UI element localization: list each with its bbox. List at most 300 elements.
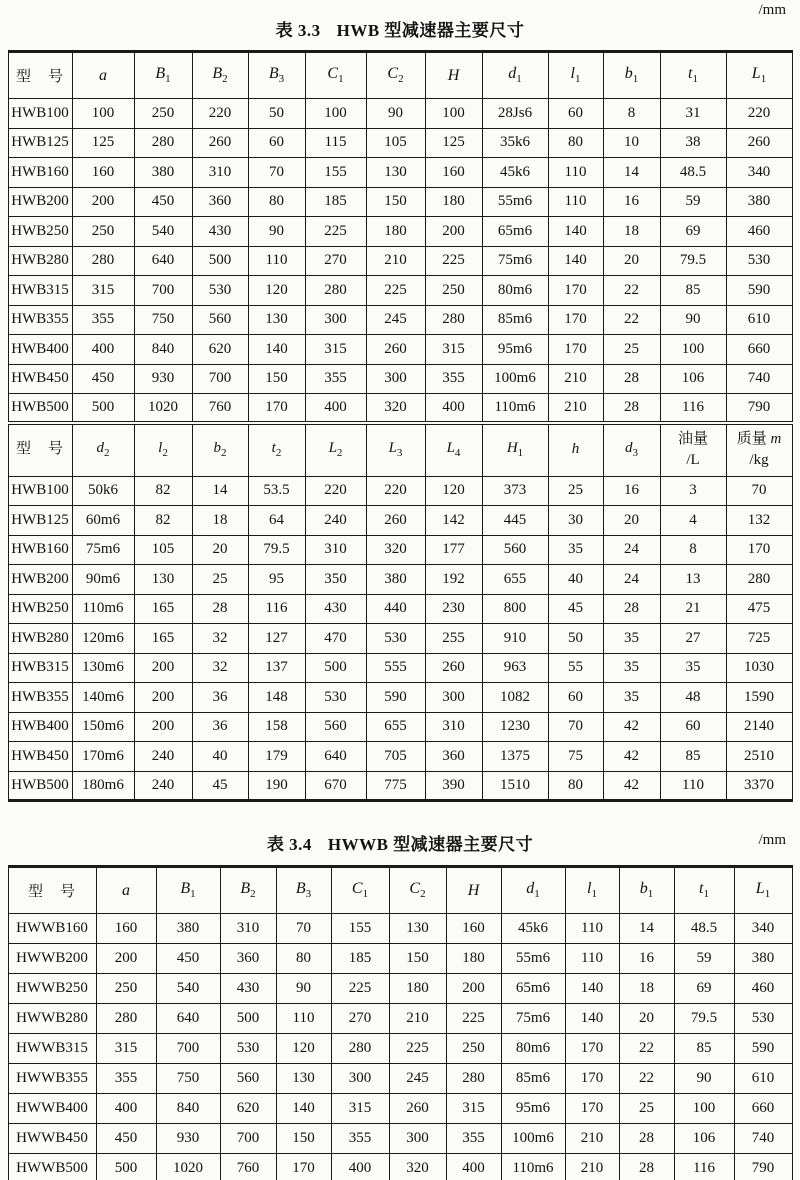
value-cell: 355 <box>425 364 482 394</box>
header-row <box>8 867 792 914</box>
column-header: $B_2$ <box>220 867 276 914</box>
value-cell: 14 <box>192 476 248 506</box>
table-row <box>8 1154 792 1180</box>
value-cell: 655 <box>366 712 425 742</box>
table-3-3-title: HWB 型减速器主要尺寸 <box>336 21 525 40</box>
table-3-3-unit-label: /mm <box>758 2 786 18</box>
value-cell: 280 <box>134 128 192 158</box>
value-cell: 85 <box>660 276 726 306</box>
value-cell: 320 <box>366 535 425 565</box>
value-cell: 530 <box>192 276 248 306</box>
table-3-4 <box>8 865 793 1180</box>
model-cell: HWB315 <box>8 276 72 306</box>
column-header: $d_1$ <box>482 52 548 99</box>
value-cell: 300 <box>305 305 366 335</box>
value-cell: 930 <box>156 1124 220 1154</box>
table-row <box>8 1004 792 1034</box>
value-cell: 100m6 <box>482 364 548 394</box>
value-cell: 130 <box>134 565 192 595</box>
value-cell: 1510 <box>482 771 548 801</box>
value-cell: 59 <box>674 944 734 974</box>
model-cell: HWB100 <box>8 476 72 506</box>
value-cell: 450 <box>156 944 220 974</box>
value-cell: 400 <box>305 394 366 424</box>
value-cell: 555 <box>366 653 425 683</box>
value-cell: 590 <box>734 1034 792 1064</box>
value-cell: 35 <box>660 653 726 683</box>
value-cell: 700 <box>220 1124 276 1154</box>
value-cell: 280 <box>72 246 134 276</box>
value-cell: 75m6 <box>482 246 548 276</box>
value-cell: 530 <box>366 624 425 654</box>
value-cell: 82 <box>134 506 192 536</box>
value-cell: 80 <box>248 187 305 217</box>
value-cell: 400 <box>72 335 134 365</box>
value-cell: 445 <box>482 506 548 536</box>
table-row <box>8 683 792 713</box>
column-header: $l_1$ <box>548 52 603 99</box>
value-cell: 225 <box>331 974 389 1004</box>
table-row <box>8 217 792 247</box>
value-cell: 21 <box>660 594 726 624</box>
value-cell: 90 <box>248 217 305 247</box>
value-cell: 530 <box>734 1004 792 1034</box>
value-cell: 177 <box>425 535 482 565</box>
table-row <box>8 1064 792 1094</box>
model-cell: HWB200 <box>8 187 72 217</box>
value-cell: 240 <box>134 742 192 772</box>
value-cell: 350 <box>305 565 366 595</box>
value-cell: 250 <box>72 217 134 247</box>
value-cell: 40 <box>548 565 603 595</box>
value-cell: 340 <box>726 158 792 188</box>
value-cell: 8 <box>603 99 660 129</box>
value-cell: 85 <box>660 742 726 772</box>
value-cell: 155 <box>331 914 389 944</box>
value-cell: 16 <box>619 944 674 974</box>
value-cell: 380 <box>734 944 792 974</box>
value-cell: 530 <box>220 1034 276 1064</box>
value-cell: 210 <box>389 1004 446 1034</box>
value-cell: 80 <box>548 771 603 801</box>
value-cell: 106 <box>674 1124 734 1154</box>
value-cell: 125 <box>72 128 134 158</box>
value-cell: 50k6 <box>72 476 134 506</box>
value-cell: 48.5 <box>674 914 734 944</box>
table-row <box>8 944 792 974</box>
value-cell: 140 <box>248 335 305 365</box>
value-cell: 355 <box>96 1064 156 1094</box>
value-cell: 45 <box>548 594 603 624</box>
value-cell: 60 <box>548 99 603 129</box>
column-header: $L_2$ <box>305 423 366 476</box>
table-row <box>8 506 792 536</box>
value-cell: 100 <box>72 99 134 129</box>
value-cell: 740 <box>726 364 792 394</box>
model-column-header: 型 号 <box>8 52 72 99</box>
column-header: $L_1$ <box>734 867 792 914</box>
value-cell: 140 <box>548 246 603 276</box>
value-cell: 250 <box>96 974 156 1004</box>
value-cell: 25 <box>192 565 248 595</box>
value-cell: 280 <box>425 305 482 335</box>
value-cell: 130m6 <box>72 653 134 683</box>
value-cell: 225 <box>389 1034 446 1064</box>
value-cell: 110 <box>660 771 726 801</box>
value-cell: 260 <box>192 128 248 158</box>
value-cell: 69 <box>674 974 734 1004</box>
value-cell: 110 <box>248 246 305 276</box>
value-cell: 80 <box>276 944 331 974</box>
table-row <box>8 594 792 624</box>
value-cell: 90 <box>660 305 726 335</box>
value-cell: 705 <box>366 742 425 772</box>
value-cell: 90m6 <box>72 565 134 595</box>
value-cell: 25 <box>548 476 603 506</box>
value-cell: 210 <box>366 246 425 276</box>
value-cell: 180 <box>425 187 482 217</box>
value-cell: 315 <box>72 276 134 306</box>
value-cell: 610 <box>734 1064 792 1094</box>
value-cell: 55m6 <box>482 187 548 217</box>
value-cell: 95 <box>248 565 305 595</box>
model-cell: HWB450 <box>8 742 72 772</box>
value-cell: 310 <box>425 712 482 742</box>
column-header: $C_1$ <box>305 52 366 99</box>
value-cell: 165 <box>134 594 192 624</box>
value-cell: 170 <box>548 335 603 365</box>
column-header: $t_2$ <box>248 423 305 476</box>
value-cell: 530 <box>305 683 366 713</box>
value-cell: 3 <box>660 476 726 506</box>
value-cell: 65m6 <box>482 217 548 247</box>
value-cell: 400 <box>425 394 482 424</box>
value-cell: 240 <box>305 506 366 536</box>
value-cell: 120 <box>248 276 305 306</box>
table-row <box>8 99 792 129</box>
value-cell: 22 <box>619 1064 674 1094</box>
value-cell: 360 <box>192 187 248 217</box>
value-cell: 59 <box>660 187 726 217</box>
value-cell: 210 <box>565 1124 619 1154</box>
value-cell: 280 <box>446 1064 501 1094</box>
value-cell: 530 <box>726 246 792 276</box>
value-cell: 28 <box>603 364 660 394</box>
table-row <box>8 712 792 742</box>
table-row <box>8 476 792 506</box>
value-cell: 660 <box>734 1094 792 1124</box>
value-cell: 35 <box>603 683 660 713</box>
value-cell: 140 <box>548 217 603 247</box>
value-cell: 192 <box>425 565 482 595</box>
header-row <box>8 423 792 476</box>
value-cell: 840 <box>134 335 192 365</box>
table-3-3-caption <box>0 0 800 41</box>
value-cell: 380 <box>134 158 192 188</box>
value-cell: 148 <box>248 683 305 713</box>
model-cell: HWB250 <box>8 217 72 247</box>
column-header: $C_2$ <box>389 867 446 914</box>
model-cell: HWB450 <box>8 364 72 394</box>
value-cell: 560 <box>305 712 366 742</box>
column-header: $L_3$ <box>366 423 425 476</box>
column-header: a <box>72 52 134 99</box>
value-cell: 220 <box>192 99 248 129</box>
value-cell: 315 <box>96 1034 156 1064</box>
value-cell: 210 <box>548 394 603 424</box>
value-cell: 50 <box>548 624 603 654</box>
value-cell: 170m6 <box>72 742 134 772</box>
value-cell: 560 <box>220 1064 276 1094</box>
value-cell: 220 <box>726 99 792 129</box>
column-header: $B_2$ <box>192 52 248 99</box>
value-cell: 260 <box>425 653 482 683</box>
column-header: $l_1$ <box>565 867 619 914</box>
model-cell: HWWB280 <box>8 1004 96 1034</box>
value-cell: 179 <box>248 742 305 772</box>
value-cell: 1030 <box>726 653 792 683</box>
value-cell: 660 <box>726 335 792 365</box>
value-cell: 22 <box>619 1034 674 1064</box>
value-cell: 620 <box>220 1094 276 1124</box>
value-cell: 32 <box>192 624 248 654</box>
value-cell: 170 <box>726 535 792 565</box>
value-cell: 225 <box>366 276 425 306</box>
value-cell: 140 <box>276 1094 331 1124</box>
table-row <box>8 187 792 217</box>
table-row <box>8 158 792 188</box>
table-row <box>8 246 792 276</box>
value-cell: 155 <box>305 158 366 188</box>
value-cell: 315 <box>305 335 366 365</box>
value-cell: 355 <box>72 305 134 335</box>
value-cell: 79.5 <box>248 535 305 565</box>
value-cell: 42 <box>603 771 660 801</box>
table-row <box>8 1094 792 1124</box>
value-cell: 82 <box>134 476 192 506</box>
value-cell: 320 <box>389 1154 446 1180</box>
table-3-4-body <box>8 914 792 1180</box>
value-cell: 260 <box>366 506 425 536</box>
value-cell: 430 <box>305 594 366 624</box>
value-cell: 69 <box>660 217 726 247</box>
value-cell: 32 <box>192 653 248 683</box>
value-cell: 300 <box>389 1124 446 1154</box>
column-header: $d_1$ <box>501 867 565 914</box>
value-cell: 150 <box>276 1124 331 1154</box>
value-cell: 106 <box>660 364 726 394</box>
value-cell: 28Js6 <box>482 99 548 129</box>
value-cell: 475 <box>726 594 792 624</box>
value-cell: 185 <box>305 187 366 217</box>
value-cell: 4 <box>660 506 726 536</box>
value-cell: 20 <box>603 506 660 536</box>
value-cell: 13 <box>660 565 726 595</box>
model-cell: HWB355 <box>8 305 72 335</box>
value-cell: 85m6 <box>501 1064 565 1094</box>
value-cell: 132 <box>726 506 792 536</box>
model-cell: HWWB250 <box>8 974 96 1004</box>
value-cell: 373 <box>482 476 548 506</box>
model-column-header: 型 号 <box>8 423 72 476</box>
table-3-3-header-lower <box>8 423 792 476</box>
value-cell: 750 <box>134 305 192 335</box>
column-header: 油量 /L <box>660 423 726 476</box>
value-cell: 165 <box>134 624 192 654</box>
value-cell: 725 <box>726 624 792 654</box>
column-header: $b_1$ <box>603 52 660 99</box>
value-cell: 170 <box>565 1064 619 1094</box>
column-header: $B_3$ <box>276 867 331 914</box>
model-cell: HWWB160 <box>8 914 96 944</box>
value-cell: 137 <box>248 653 305 683</box>
column-header: H <box>446 867 501 914</box>
value-cell: 35 <box>603 653 660 683</box>
model-cell: HWWB355 <box>8 1064 96 1094</box>
value-cell: 14 <box>603 158 660 188</box>
table-row <box>8 305 792 335</box>
table-3-4-unit-label: /mm <box>758 832 786 848</box>
table-row <box>8 276 792 306</box>
model-cell: HWWB315 <box>8 1034 96 1064</box>
value-cell: 240 <box>134 771 192 801</box>
value-cell: 10 <box>603 128 660 158</box>
value-cell: 800 <box>482 594 548 624</box>
value-cell: 130 <box>276 1064 331 1094</box>
value-cell: 120 <box>276 1034 331 1064</box>
value-cell: 116 <box>248 594 305 624</box>
value-cell: 160 <box>96 914 156 944</box>
value-cell: 590 <box>726 276 792 306</box>
value-cell: 28 <box>603 594 660 624</box>
value-cell: 20 <box>192 535 248 565</box>
value-cell: 185 <box>331 944 389 974</box>
table-row <box>8 394 792 424</box>
value-cell: 160 <box>72 158 134 188</box>
value-cell: 64 <box>248 506 305 536</box>
value-cell: 430 <box>220 974 276 1004</box>
value-cell: 315 <box>446 1094 501 1124</box>
value-cell: 180 <box>366 217 425 247</box>
value-cell: 85 <box>674 1034 734 1064</box>
value-cell: 150 <box>248 364 305 394</box>
value-cell: 260 <box>726 128 792 158</box>
value-cell: 116 <box>674 1154 734 1180</box>
model-cell: HWB100 <box>8 99 72 129</box>
value-cell: 28 <box>619 1154 674 1180</box>
value-cell: 36 <box>192 683 248 713</box>
model-cell: HWWB500 <box>8 1154 96 1180</box>
value-cell: 200 <box>96 944 156 974</box>
table-3-3-body-upper <box>8 99 792 424</box>
value-cell: 260 <box>366 335 425 365</box>
value-cell: 700 <box>134 276 192 306</box>
value-cell: 79.5 <box>660 246 726 276</box>
table-3-4-header <box>8 867 792 914</box>
value-cell: 150 <box>366 187 425 217</box>
value-cell: 700 <box>192 364 248 394</box>
value-cell: 540 <box>134 217 192 247</box>
column-header: $B_1$ <box>134 52 192 99</box>
value-cell: 16 <box>603 187 660 217</box>
column-header: 质量 m /kg <box>726 423 792 476</box>
table-row <box>8 653 792 683</box>
column-header: a <box>96 867 156 914</box>
value-cell: 100 <box>674 1094 734 1124</box>
value-cell: 80m6 <box>482 276 548 306</box>
value-cell: 640 <box>305 742 366 772</box>
value-cell: 315 <box>331 1094 389 1124</box>
model-cell: HWB160 <box>8 535 72 565</box>
value-cell: 180 <box>446 944 501 974</box>
value-cell: 42 <box>603 742 660 772</box>
value-cell: 28 <box>192 594 248 624</box>
value-cell: 110 <box>565 944 619 974</box>
value-cell: 50 <box>248 99 305 129</box>
value-cell: 110 <box>565 914 619 944</box>
value-cell: 36 <box>192 712 248 742</box>
value-cell: 930 <box>134 364 192 394</box>
table-3-4-caption <box>0 830 800 855</box>
model-cell: HWB500 <box>8 771 72 801</box>
value-cell: 48.5 <box>660 158 726 188</box>
value-cell: 270 <box>305 246 366 276</box>
table-row <box>8 914 792 944</box>
value-cell: 450 <box>96 1124 156 1154</box>
column-header: h <box>548 423 603 476</box>
value-cell: 100 <box>660 335 726 365</box>
value-cell: 110 <box>548 187 603 217</box>
value-cell: 380 <box>726 187 792 217</box>
model-cell: HWB280 <box>8 246 72 276</box>
column-header: $C_2$ <box>366 52 425 99</box>
value-cell: 45k6 <box>482 158 548 188</box>
value-cell: 24 <box>603 565 660 595</box>
value-cell: 115 <box>305 128 366 158</box>
value-cell: 18 <box>603 217 660 247</box>
value-cell: 38 <box>660 128 726 158</box>
value-cell: 560 <box>482 535 548 565</box>
value-cell: 65m6 <box>501 974 565 1004</box>
column-header: $C_1$ <box>331 867 389 914</box>
model-cell: HWB400 <box>8 712 72 742</box>
value-cell: 760 <box>192 394 248 424</box>
value-cell: 500 <box>192 246 248 276</box>
value-cell: 190 <box>248 771 305 801</box>
value-cell: 280 <box>331 1034 389 1064</box>
value-cell: 280 <box>726 565 792 595</box>
value-cell: 200 <box>446 974 501 1004</box>
value-cell: 90 <box>674 1064 734 1094</box>
value-cell: 75m6 <box>501 1004 565 1034</box>
value-cell: 105 <box>366 128 425 158</box>
column-header: $b_1$ <box>619 867 674 914</box>
value-cell: 320 <box>366 394 425 424</box>
value-cell: 28 <box>603 394 660 424</box>
value-cell: 300 <box>366 364 425 394</box>
model-cell: HWB250 <box>8 594 72 624</box>
value-cell: 70 <box>548 712 603 742</box>
value-cell: 20 <box>619 1004 674 1034</box>
value-cell: 120m6 <box>72 624 134 654</box>
value-cell: 55m6 <box>501 944 565 974</box>
value-cell: 640 <box>156 1004 220 1034</box>
value-cell: 1020 <box>134 394 192 424</box>
value-cell: 700 <box>156 1034 220 1064</box>
value-cell: 355 <box>446 1124 501 1154</box>
value-cell: 25 <box>603 335 660 365</box>
value-cell: 380 <box>156 914 220 944</box>
